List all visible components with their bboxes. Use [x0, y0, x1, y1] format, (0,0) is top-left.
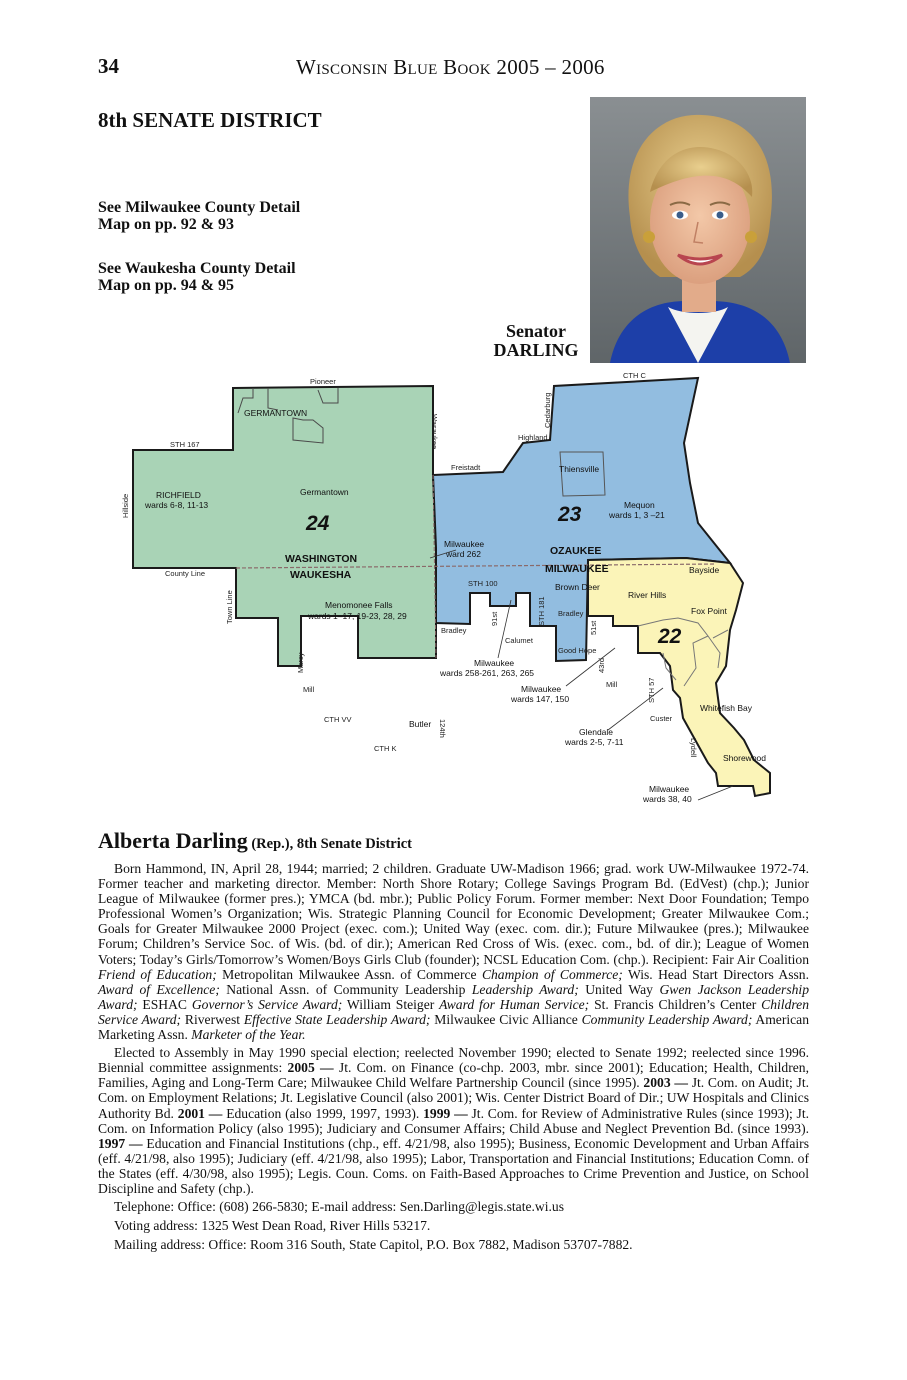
road-label: Wasaukee: [430, 414, 439, 450]
place-label: Butler: [409, 719, 432, 729]
award-name: Marketer of the Year.: [191, 1027, 306, 1043]
road-label: Lydell: [689, 738, 698, 758]
road-label: Good Hope: [558, 646, 597, 655]
award-name: Champion of Commerce;: [481, 966, 623, 982]
session-year: 1997 —: [98, 1135, 143, 1151]
session-year: 2005 —: [287, 1060, 334, 1076]
caption-line: DARLING: [493, 340, 579, 360]
road-label: STH 57: [647, 677, 656, 703]
place-label: River Hills: [628, 590, 667, 600]
road-label: Bradley: [441, 626, 467, 635]
bio-text: William Steiger: [342, 996, 440, 1012]
place-label: Germantown: [300, 487, 349, 497]
senator-name-heading: [98, 828, 809, 857]
bio-text: St. Francis Children’s Center: [589, 996, 762, 1012]
road-label: STH 167: [170, 440, 200, 449]
place-label: wards 258-261, 263, 265: [440, 668, 535, 678]
place-label: Shorewood: [723, 753, 767, 763]
place-label: Menomonee Falls: [325, 600, 393, 610]
road-label: Hillside: [121, 493, 130, 518]
road-label: County Line: [165, 569, 206, 578]
bio-text: United Way: [578, 981, 660, 997]
biography: [98, 828, 809, 1256]
place-label: wards 1, 3 –21: [609, 510, 665, 520]
bio-paragraph-legislative: [98, 1045, 809, 1196]
place-label: Bayside: [689, 565, 720, 575]
place-label: RICHFIELD: [156, 490, 201, 500]
place-label: Brown Deer: [555, 582, 600, 592]
road-label: Custer: [650, 714, 673, 723]
bio-text: Elected to Assembly in May 1990 special election; reelected November 1990; elected to Senate 1992; reelected since 1996. Biennial committee assignments:: [98, 1045, 809, 1076]
bio-text: Jt. Com. on Audit; Jt. Com. on Employment Relations; Jt. Legislative Council (also 2001); Wis. Center District Board of Dir.; UW Hospitals and Clinics Authority Bd.: [98, 1075, 809, 1121]
session-year: 2003 —: [643, 1075, 688, 1091]
road-label: 43rd: [597, 657, 606, 673]
note-line: See Waukesha County Detail: [98, 260, 296, 277]
road-label: CTH K: [374, 744, 397, 753]
place-label: ward 262: [446, 549, 481, 559]
road-label: Bradley: [558, 609, 584, 618]
county-label: MILWAUKEE: [545, 563, 609, 575]
award-name: Effective State Leadership Award;: [243, 1011, 431, 1027]
bio-text: Riverwest: [181, 1011, 244, 1027]
bio-text: Education and Financial Institutions (chp., eff. 4/21/98, also 1995); Business, Economic Development and Urban Affairs (eff. 4/21/98, also 1995); Judiciary (eff. 4/21/98, also 1995); Labor, Transportation and Financial Institutions; Education Comn. of the States (eff. 4/30/98, also 1995); Legis. Coun. Coms. on Faith-Based Approaches to Crime Prevention and Justice, on School Discipline and Safety (chp.).: [98, 1135, 809, 1196]
bio-text: Milwaukee Civic Alliance: [430, 1011, 582, 1027]
district-number-24: 24: [306, 512, 330, 535]
award-name: Children Service Award;: [98, 996, 810, 1027]
district-number-22: 22: [658, 625, 682, 648]
road-label: 124th: [438, 719, 447, 738]
portrait-illustration: [590, 97, 806, 363]
bio-text: Wis. Head Start Directors Assn.: [622, 966, 809, 982]
bio-paragraph-personal: [98, 861, 809, 1042]
road-label: Freistadt: [451, 463, 481, 472]
running-head: Wisconsin Blue Book 2005 – 2006: [296, 55, 605, 79]
award-name: Leadership Award;: [471, 981, 579, 997]
bio-text: Born Hammond, IN, April 28, 1944; married; 2 children. Graduate UW-Madison 1966; grad. work UW-Milwaukee 1972-74. Former teacher and marketing director. Member: North Shore Rotary; College Savings Program Bd. (EdVest) (chp.); Junior League of Milwaukee (former pres.); YMCA (bd. mbr.); Public Policy Forum. Former member: Next Door Foundation; Tempo Professional Women’s Organization; Wis. Strategic Planning Council for Economic Development; Greater Milwaukee Com.; Goals for Greater Milwaukee 2000 Project (exec. com.); United Way (exec. com. dir.); Future Milwaukee (pres.); Milwaukee Forum; Children’s Service Soc. of Wis. (bd. of dir.); American Red Cross of Wis. (exec. com., bd. of dir.); League of Women Voters; Today’s Girls/Tomorrow’s Women/Boys Girls Club (founder); NCSL Education Com. (chp.). Recipient: Fair Air Coalition: [98, 861, 809, 967]
award-name: Gwen Jackson Leadership Award;: [98, 981, 809, 1012]
place-label: wards 2-5, 7-11: [565, 737, 624, 747]
bio-text: American Marketing Assn.: [98, 1011, 809, 1043]
note-line: See Milwaukee County Detail: [98, 199, 301, 216]
caption-line: Senator: [506, 321, 566, 341]
place-label: Milwaukee: [474, 658, 515, 668]
place-label: GERMANTOWN: [244, 408, 308, 418]
telephone-line: Telephone: Office: (608) 266-5830; E-mail address: Sen.Darling@legis.state.wi.us: [114, 1199, 564, 1215]
county-label: OZAUKEE: [550, 545, 602, 557]
road-label: Mill: [606, 680, 618, 689]
senator-affiliation: (Rep.), 8th Senate District: [247, 836, 413, 852]
place-label: wards 147, 150: [511, 694, 570, 704]
road-label: CTH C: [623, 371, 646, 380]
road-label: Calumet: [505, 636, 533, 645]
bio-text: ESHAC: [137, 996, 192, 1012]
bio-text: National Assn. of Community Leadership: [219, 981, 472, 997]
district-number-23: 23: [558, 503, 582, 526]
voting-address: Voting address: 1325 West Dean Road, River Hills 53217.: [114, 1218, 431, 1234]
road-label: Marcy: [296, 652, 305, 673]
award-name: Friend of Education;: [98, 966, 217, 982]
waukesha-map-note: [98, 260, 296, 294]
senator-caption: [482, 322, 590, 360]
place-label: wards 38, 40: [643, 794, 692, 804]
award-name: Award of Excellence;: [98, 981, 220, 997]
district-map: [118, 368, 786, 810]
road-label: Highland: [518, 433, 548, 442]
county-label: WASHINGTON: [285, 553, 358, 565]
road-label: STH 100: [468, 579, 498, 588]
place-label: Glendale: [579, 727, 614, 737]
session-year: 1999 —: [423, 1105, 468, 1121]
place-label: wards 6-8, 11-13: [145, 500, 209, 510]
county-label: WAUKESHA: [290, 569, 352, 581]
bio-text: Education (also 1999, 1997, 1993).: [222, 1105, 424, 1121]
senator-portrait: [590, 97, 806, 363]
place-label: Milwaukee: [521, 684, 562, 694]
place-label: Milwaukee: [444, 539, 485, 549]
road-label: Cedarburg: [543, 392, 552, 428]
road-label: CTH VV: [324, 715, 352, 724]
road-label: STH 181: [537, 596, 546, 626]
award-name: Governor’s Service Award;: [191, 996, 343, 1012]
district-title: 8th SENATE DISTRICT: [98, 108, 322, 132]
place-label: Milwaukee: [649, 784, 690, 794]
road-label: Mill: [303, 685, 315, 694]
place-label: Whitefish Bay: [700, 703, 752, 713]
place-label: Fox Point: [691, 606, 727, 616]
bio-text: Jt. Com. for Review of Administrative Rules (since 1993); Jt. Com. on Information Policy (also 1995); Judiciary and Consumer Affairs; Child Abuse and Neglect Prevention Bd. (since 1993).: [98, 1105, 810, 1136]
note-line: Map on pp. 92 & 93: [98, 216, 235, 233]
page-number: 34: [98, 54, 119, 78]
milwaukee-map-note: [98, 199, 300, 233]
award-name: Award for Human Service;: [439, 996, 590, 1012]
bio-text: Metropolitan Milwaukee Assn. of Commerce: [216, 966, 482, 982]
place-label: wards 1–17, 19-23, 28, 29: [308, 611, 407, 621]
note-line: Map on pp. 94 & 95: [98, 277, 235, 294]
bio-text: Jt. Com. on Finance (co-chp. 2003, mbr. since 2001); Education; Health, Children, Families, Aging and Long-Term Care; Milwaukee Child Welfare Partnership Council (since 1995).: [98, 1060, 809, 1091]
road-label: 91st: [490, 611, 499, 626]
session-year: 2001 —: [177, 1105, 223, 1121]
place-label: Thiensville: [559, 464, 600, 474]
senator-name: Alberta Darling: [98, 828, 248, 853]
road-label: 51st: [589, 620, 598, 635]
road-label: Town Line: [225, 590, 234, 624]
mailing-address: Mailing address: Office: Room 316 South, State Capitol, P.O. Box 7882, Madison 53707-7882.: [114, 1237, 633, 1253]
road-label: Pioneer: [310, 377, 336, 386]
district-24-area: [133, 386, 436, 666]
award-name: Community Leadership Award;: [581, 1011, 753, 1027]
place-label: Mequon: [624, 500, 655, 510]
